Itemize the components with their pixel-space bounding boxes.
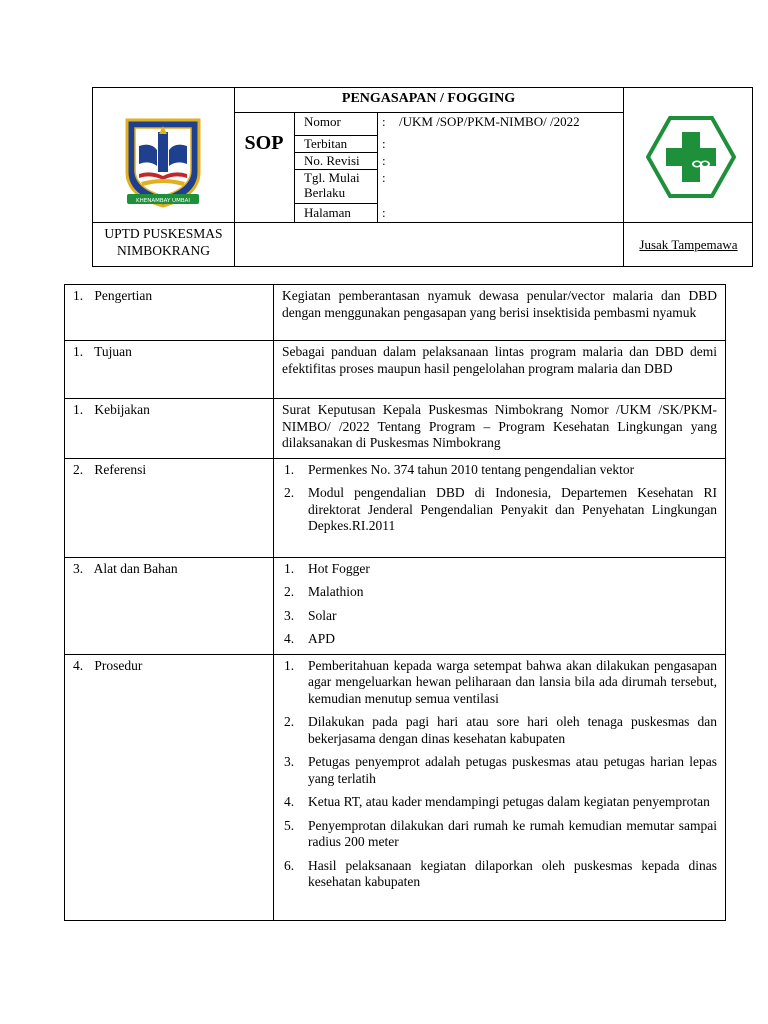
regency-emblem-logo bbox=[121, 116, 205, 208]
sop-header: KHENAMBAY UMBAI PENGASAPAN / FOGGING SOP Nomor : /UKM /SOP/PKM-NIMBO/ /2022 Terbitan : No. Revisi : Tgl. Mulai Berlaku : Halaman : UPTD PUSKESMAS NIMBOKRANG Jusak Tampemawa bbox=[92, 87, 753, 267]
list-item: 2. Dilakukan pada pagi hari atau sore hari oleh tenaga puskesmas dan bekerjasama dengan dinas kesehatan kabupaten bbox=[284, 714, 717, 746]
organization-name: UPTD PUSKESMAS NIMBOKRANG bbox=[104, 226, 223, 258]
list-item: 2. Modul pengendalian DBD di Indonesia, Departemen Kesehatan RI direktorat Jenderal Pengendalian Penyakit dan Penyehatan Lingkungan Depkes.RI.2011 bbox=[284, 485, 717, 533]
list-item: 4. APD bbox=[284, 631, 336, 646]
section-label: Prosedur bbox=[94, 657, 143, 673]
emblem-motto: KHENAMBAY UMBAI bbox=[136, 198, 190, 204]
row-referensi: 2. Referensi 1. Permenkes No. 374 tahun 2010 tentang pengendalian vektor 2. Modul pengendalian DBD di Indonesia, Departemen Kesehatan RI direktorat Jenderal Pengendalian Penyakit dan Penyehatan Lingkungan Depkes.RI.2011 bbox=[65, 458, 726, 557]
list-item: 4. Ketua RT, atau kader mendampingi petugas dalam kegiatan penyemprotan bbox=[284, 794, 710, 809]
list-item: 3. Solar bbox=[284, 607, 337, 623]
sop-label: SOP bbox=[244, 132, 284, 154]
puskesmas-cross-logo bbox=[646, 116, 736, 198]
list-item: 1. Permenkes No. 374 tahun 2010 tentang pengendalian vektor bbox=[284, 461, 635, 477]
list-item: 3. Petugas penyemprot adalah petugas puskesmas atau petugas harian lepas yang terlatih bbox=[284, 754, 717, 786]
list-item: 6. Hasil pelaksanaan kegiatan dilaporkan oleh puskesmas kepada dinas kesehatan kabupaten bbox=[284, 857, 717, 889]
section-label: Referensi bbox=[94, 461, 147, 477]
row-prosedur: 4. Prosedur 1. Pemberitahuan kepada warga setempat bahwa akan dilakukan pengasapan agar mengeluarkan hewan peliharaan dan lansia bila ada dirumah tersebut, kemudian menutup semua ventilasi 2. Dilakukan pada pagi hari atau sore hari oleh tenaga puskesmas dan bekerjasama dengan dinas kesehatan kabupaten 3. Petugas penyemprot adalah petugas puskesmas atau petugas harian lepas yang terlatih 4. Ketua RT, atau kader mendampingi petugas dalam kegiatan penyemprotan 5. Penyemprotan dilakukan dari rumah ke rumah kemudian memutar sampai radius 200 meter 6. Hasil pelaksanaan kegiatan dilaporkan oleh puskesmas kepada dinas kesehatan kabupaten bbox=[65, 654, 726, 920]
signer-name: Jusak Tampemawa bbox=[639, 237, 738, 252]
section-text: Surat Keputusan Kepala Puskesmas Nimbokrang Nomor /UKM /SK/PKM-NIMBO/ /2022 Tentang Program – Program Kesehatan Lingkungan yang dilaksanakan di Puskesmas Nimbokrang bbox=[274, 399, 726, 459]
section-text: Kegiatan pemberantasan nyamuk dewasa penular/vector malaria dan DBD dengan menggunakan pengasapan yang berisi insektisida pembasmi nyamuk bbox=[274, 285, 726, 341]
section-label: Kebijakan bbox=[94, 402, 150, 417]
list-item: 1. Hot Fogger bbox=[284, 560, 370, 576]
row-pengertian: 1. Pengertian Kegiatan pemberantasan nyamuk dewasa penular/vector malaria dan DBD dengan menggunakan pengasapan yang berisi insektisida pembasmi nyamuk bbox=[65, 285, 726, 341]
sop-content-table bbox=[64, 284, 726, 921]
row-tujuan: 1. Tujuan Sebagai panduan dalam pelaksanaan lintas program malaria dan DBD demi efektifitas proses maupun hasil pengelolahan program malaria dan DBD bbox=[65, 341, 726, 399]
list-item: 5. Penyemprotan dilakukan dari rumah ke rumah kemudian memutar sampai radius 200 meter bbox=[284, 817, 717, 849]
row-kebijakan: 1. Kebijakan Surat Keputusan Kepala Puskesmas Nimbokrang Nomor /UKM /SK/PKM-NIMBO/ /2022 Tentang Program – Program Kesehatan Lingkungan yang dilaksanakan di Puskesmas Nimbokrang bbox=[65, 399, 726, 459]
section-text: Sebagai panduan dalam pelaksanaan lintas program malaria dan DBD demi efektifitas proses maupun hasil pengelolahan program malaria dan DBD bbox=[274, 341, 726, 399]
section-label: Alat dan Bahan bbox=[93, 560, 178, 576]
row-alat-bahan: 3. Alat dan Bahan 1. Hot Fogger 2. Malathion 3. Solar 4. APD bbox=[65, 557, 726, 654]
list-item: 1. Pemberitahuan kepada warga setempat bahwa akan dilakukan pengasapan agar mengeluarkan hewan peliharaan dan lansia bila ada dirumah tersebut, kemudian menutup semua ventilasi bbox=[284, 657, 717, 706]
document-title: PENGASAPAN / FOGGING bbox=[341, 91, 516, 106]
section-label: Tujuan bbox=[94, 344, 132, 359]
section-label: Pengertian bbox=[94, 288, 153, 303]
list-item: 2. Malathion bbox=[284, 584, 364, 599]
